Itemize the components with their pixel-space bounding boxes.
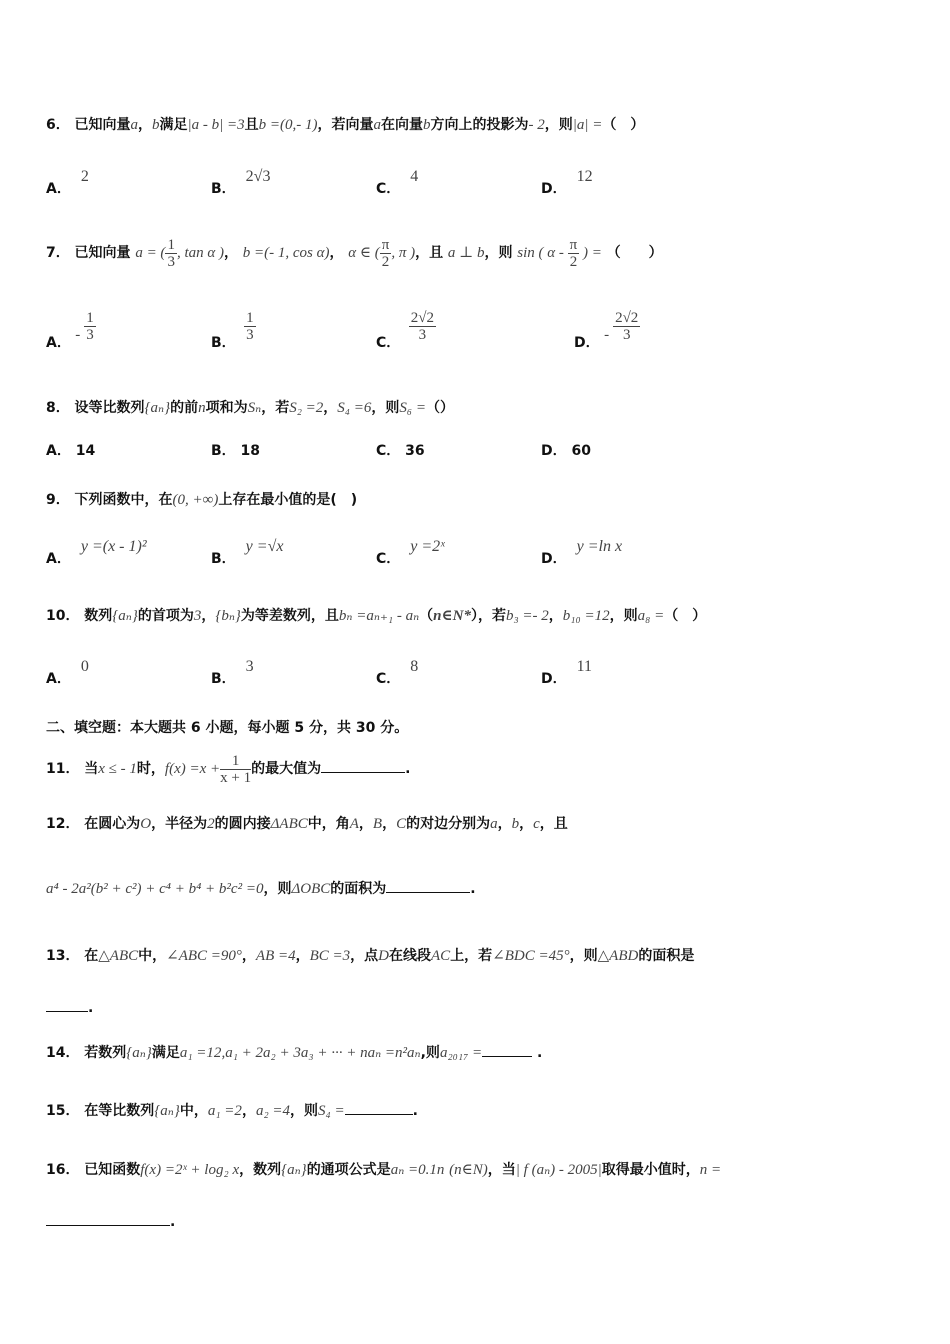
option-b[interactable]: B．y =√x bbox=[211, 538, 284, 567]
answer-blank[interactable] bbox=[46, 1211, 170, 1226]
option-a[interactable]: A．2 bbox=[46, 168, 89, 197]
option-d[interactable]: D．12 bbox=[541, 168, 593, 197]
section-heading: 二、填空题：本大题共 6 小题，每小题 5 分，共 30 分。 bbox=[46, 720, 409, 736]
question-8: 8． 设等比数列{aₙ}的前n项和为Sₙ，若S₂ =2，S₄ =6，则S₆ =（） bbox=[46, 400, 454, 416]
option-b[interactable]: B． 18 bbox=[211, 443, 261, 459]
answer-blank[interactable] bbox=[321, 758, 405, 773]
question-number: 7． bbox=[46, 245, 70, 261]
question-9-options bbox=[46, 540, 910, 580]
option-a[interactable]: A．0 bbox=[46, 658, 89, 687]
question-14: 14． 若数列{aₙ}满足a₁ =12,a₁ + 2a₂ + 3a₃ + ··· + naₙ =n²aₙ,则a₂₀₁₇ = . bbox=[46, 1041, 910, 1064]
question-number: 14． bbox=[46, 1045, 80, 1061]
fraction: $\frac{\pi}{2}$ bbox=[569, 236, 578, 270]
option-d[interactable]: D．11 bbox=[541, 658, 593, 687]
question-number: 6． bbox=[46, 117, 70, 133]
option-c[interactable]: C． $\frac{2√2}{3}$ bbox=[376, 310, 434, 351]
option-c[interactable]: C．8 bbox=[376, 658, 419, 687]
option-d[interactable]: D．y =ln x bbox=[541, 538, 623, 567]
question-number: 8． bbox=[46, 400, 70, 416]
answer-blank[interactable] bbox=[386, 878, 470, 893]
option-b[interactable]: B．3 bbox=[211, 658, 254, 687]
question-16-cont: . bbox=[46, 1210, 910, 1233]
option-d[interactable]: D． 60 bbox=[541, 443, 591, 459]
question-10-options bbox=[46, 660, 910, 700]
option-b[interactable]: B．2√3 bbox=[211, 168, 271, 197]
question-number: 15． bbox=[46, 1103, 80, 1119]
answer-blank[interactable] bbox=[482, 1042, 532, 1057]
question-number: 12． bbox=[46, 816, 80, 832]
answer-blank[interactable] bbox=[46, 997, 88, 1012]
question-number: 13． bbox=[46, 948, 80, 964]
option-b[interactable]: B． $\frac{1}{3}$ bbox=[211, 310, 254, 351]
option-d[interactable]: D． - $\frac{2√2}{3}$ bbox=[574, 310, 639, 351]
question-11: 11． 当x ≤ - 1时，f(x) =x + $\frac{1}{x + 1}$ 的最大值为 . bbox=[46, 752, 411, 786]
question-number: 11． bbox=[46, 761, 80, 777]
option-c[interactable]: C． 36 bbox=[376, 443, 425, 459]
question-15: 15． 在等比数列{aₙ}中，a₁ =2，a₂ =4，则S₄ = . bbox=[46, 1099, 910, 1122]
question-number: 9． bbox=[46, 492, 70, 508]
option-a[interactable]: A．y =(x - 1)² bbox=[46, 538, 147, 567]
question-10: 10． 数列{aₙ}的首项为3，{bₙ}为等差数列，且bₙ =aₙ₊₁ - aₙ（n∈N*），若b₃ =- 2，b₁₀ =12，则a₈ =（ ） bbox=[46, 608, 707, 624]
question-7-options bbox=[46, 310, 910, 360]
question-number: 10． bbox=[46, 608, 80, 624]
fraction: $\frac{\pi}{2}$ bbox=[381, 236, 390, 270]
question-13: 13． 在△ABC中，∠ABC =90°，AB =4，BC =3，点D在线段AC上，若∠BDC =45°，则△ABD的面积是 bbox=[46, 948, 695, 964]
answer-blank[interactable] bbox=[345, 1100, 413, 1115]
question-number: 16． bbox=[46, 1162, 80, 1178]
option-a[interactable]: A． - $\frac{1}{3}$ bbox=[46, 310, 94, 351]
question-7: 7． 已知向量 a = ( $\frac{1}{3}$ , tan α )， b =(- 1, cos α)， α ∈ ( $\frac{\pi}{2}$ , π )，且 a ⊥ b，则 sin ( α - $\frac{\pi}{2}$ ) = （ ） bbox=[46, 236, 663, 270]
fraction: $\frac{1}{3}$ bbox=[167, 236, 175, 270]
question-12-cont: a⁴ - 2a²(b² + c²) + c⁴ + b⁴ + b²c² =0，则ΔOBC的面积为 . bbox=[46, 877, 910, 900]
question-9: 9． 下列函数中，在(0, +∞)上存在最小值的是( ) bbox=[46, 492, 358, 508]
option-a[interactable]: A． 14 bbox=[46, 443, 96, 459]
question-6: 6． 已知向量a，b满足|a - b| =3且b =(0,- 1)，若向量a在向量b方向上的投影为- 2，则|a| =（ ） bbox=[46, 117, 645, 133]
option-c[interactable]: C．y =2ˣ bbox=[376, 538, 445, 567]
question-12: 12． 在圆心为O，半径为2的圆内接ΔABC中，角A，B，C的对边分别为a，b，c，且 bbox=[46, 816, 568, 832]
question-13-cont: . bbox=[46, 996, 910, 1019]
question-6-options bbox=[46, 170, 910, 210]
question-16: 16． 已知函数f(x) =2ˣ + log₂ x，数列{aₙ}的通项公式是aₙ =0.1n (n∈N)，当| f (aₙ) - 2005|取得最小值时，n = bbox=[46, 1162, 722, 1178]
fraction: $\frac{1}{x + 1}$ bbox=[220, 752, 252, 786]
option-c[interactable]: C．4 bbox=[376, 168, 419, 197]
question-8-options bbox=[46, 440, 910, 464]
